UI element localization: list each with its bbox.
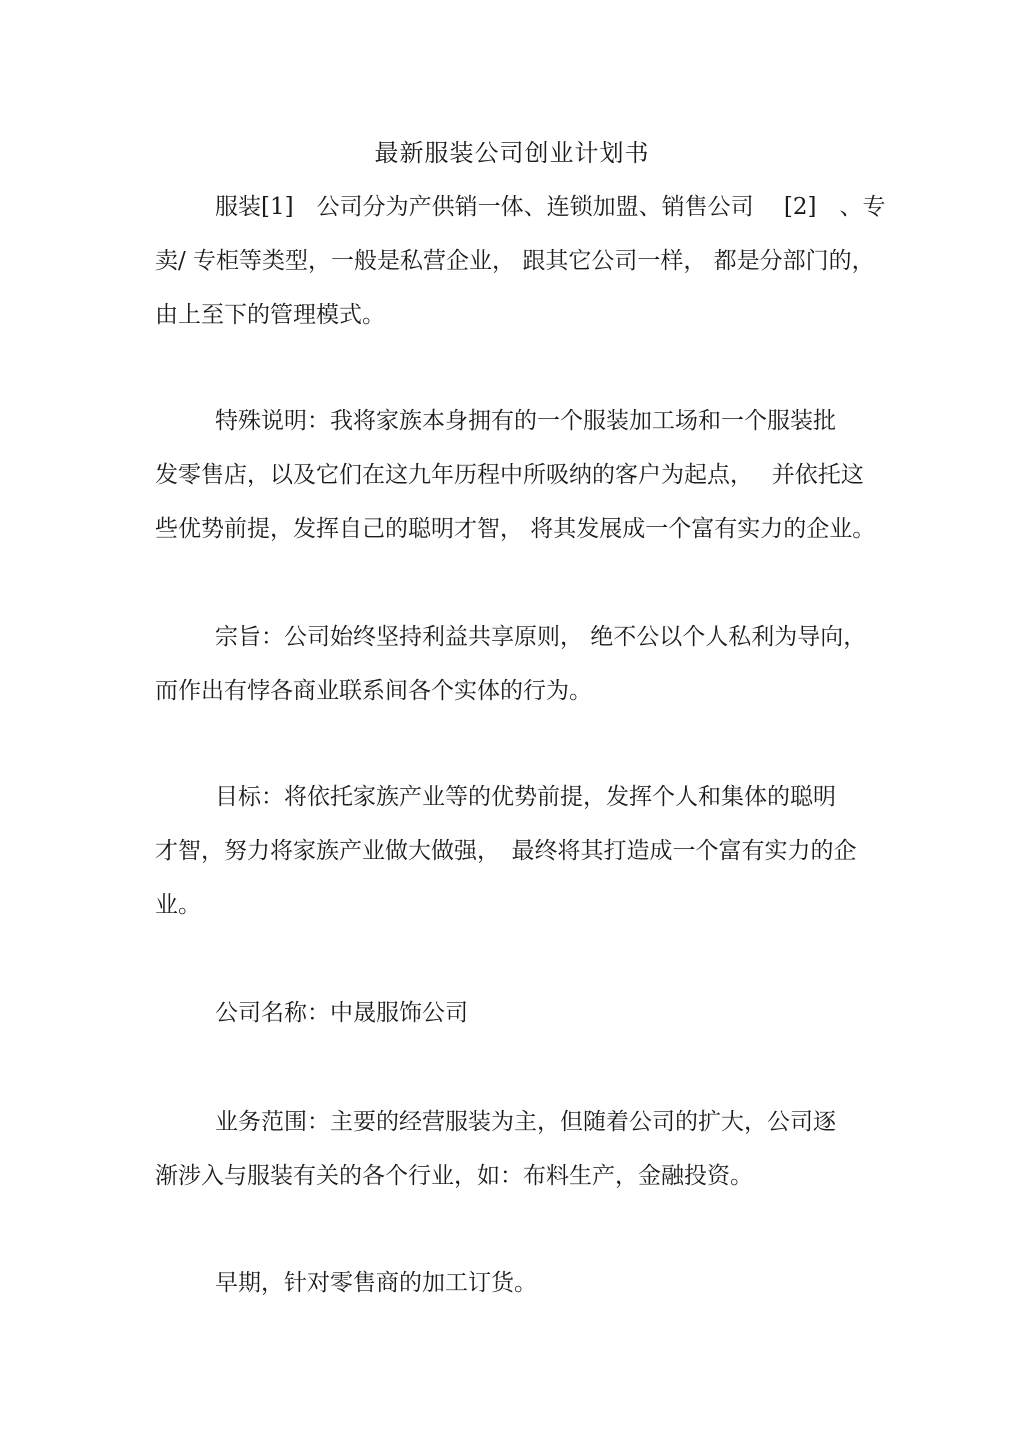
paragraph-line: 特殊说明：我将家族本身拥有的一个服装加工场和一个服装批 (215, 408, 836, 434)
paragraph-intro (155, 180, 886, 342)
paragraph-line: 才智，努力将家族产业做大做强， 最终将其打造成一个富有实力的企 (155, 838, 857, 864)
paragraph-line: 由上至下的管理模式。 (155, 302, 385, 328)
document-title: 最新服装公司创业计划书 (374, 139, 650, 167)
paragraph-line: 发零售店，以及它们在这九年历程中所吸纳的客户为起点， 并依托这 (155, 462, 864, 488)
paragraph-line: 而作出有悖各商业联系间各个实体的行为。 (155, 678, 592, 704)
paragraph-line: 公司名称：中晟服饰公司 (215, 1000, 468, 1026)
paragraph-company-name (155, 986, 875, 1040)
paragraph-early-stage (155, 1256, 875, 1310)
paragraph-line: 渐涉入与服装有关的各个行业，如：布料生产，金融投资。 (155, 1163, 753, 1189)
paragraph-business-scope (155, 1095, 875, 1203)
paragraph-line: 卖/ 专柜等类型，一般是私营企业， 跟其它公司一样， 都是分部门的， (155, 248, 875, 274)
paragraph-line: 宗旨：公司始终坚持利益共享原则， 绝不公以个人私利为导向， (215, 624, 867, 650)
paragraph-line: 业务范围：主要的经营服装为主，但随着公司的扩大，公司逐 (215, 1109, 836, 1135)
paragraph-line: 些优势前提，发挥自己的聪明才智， 将其发展成一个富有实力的企业。 (155, 516, 876, 542)
paragraph-special-note (155, 394, 875, 556)
paragraph-line: 早期，针对零售商的加工订货。 (215, 1270, 537, 1296)
paragraph-line: 业。 (155, 892, 201, 918)
paragraph-line: 目标：将依托家族产业等的优势前提，发挥个人和集体的聪明 (215, 784, 836, 810)
paragraph-goal (155, 770, 875, 932)
paragraph-line: 服装[1] 公司分为产供销一体、连锁加盟、销售公司 [2] 、专 (215, 194, 886, 220)
paragraph-purpose (155, 610, 875, 718)
